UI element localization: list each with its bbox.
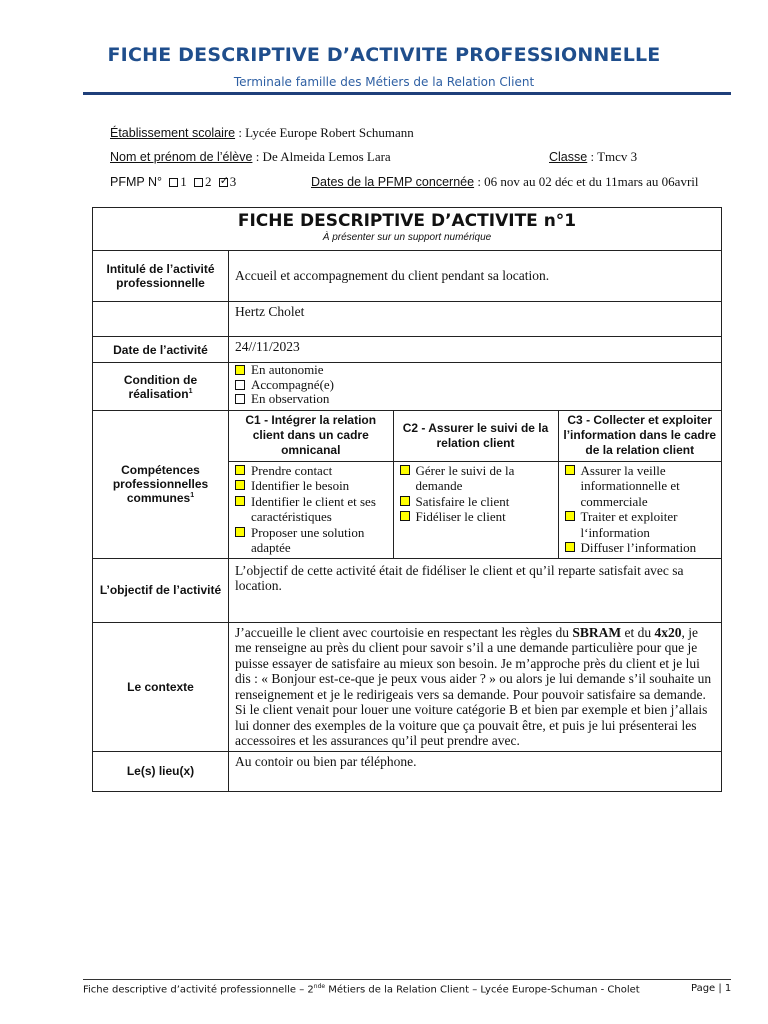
pfmp-label: PFMP N° bbox=[110, 175, 162, 189]
checkbox-icon[interactable] bbox=[235, 527, 245, 537]
checkbox-icon[interactable] bbox=[565, 511, 575, 521]
fiche-table bbox=[92, 207, 722, 792]
dates-line bbox=[311, 174, 699, 190]
pfmp-3-checkbox[interactable] bbox=[219, 178, 228, 187]
contexte-label: Le contexte bbox=[93, 622, 229, 751]
competence-item[interactable]: Traiter et exploiter l‘information bbox=[565, 509, 718, 540]
fiche-title-cell bbox=[93, 208, 722, 251]
competence-item[interactable]: Proposer une solution adaptée bbox=[235, 525, 389, 556]
etablissement-value: : Lycée Europe Robert Schumann bbox=[235, 125, 414, 140]
footer-text: Fiche descriptive d’activité professionnelle – 2nde Métiers de la Relation Client – Lycée Europe-Schuman - Cholet bbox=[83, 983, 640, 996]
fiche-title: FICHE DESCRIPTIVE D’ACTIVITE n°1 bbox=[237, 211, 577, 231]
date-label: Date de l’activité bbox=[93, 337, 229, 363]
pfmp-2-checkbox[interactable] bbox=[194, 178, 203, 187]
competence-c1-items bbox=[229, 461, 393, 558]
competence-item[interactable]: Fidéliser le client bbox=[400, 509, 554, 525]
nom-value: : De Almeida Lemos Lara bbox=[252, 149, 391, 164]
checkbox-icon[interactable] bbox=[235, 380, 245, 390]
intitule-value[interactable]: Accueil et accompagnement du client pendant sa location. bbox=[229, 251, 722, 302]
entreprise-label bbox=[93, 302, 229, 337]
competences-table bbox=[229, 411, 721, 558]
condition-footnote: 1 bbox=[188, 387, 193, 395]
competence-item[interactable]: Identifier le client et ses caractéristiques bbox=[235, 494, 389, 525]
competences-cell bbox=[229, 411, 722, 559]
objectif-label: L’objectif de l’activité bbox=[93, 558, 229, 622]
pfmp-line bbox=[110, 174, 236, 190]
competences-label-text: Compétences professionnelles communes bbox=[112, 463, 209, 506]
objectif-value[interactable]: L’objectif de cette activité était de fidéliser le client et qu’il reparte satisfait avec sa location. bbox=[229, 558, 722, 622]
competence-item[interactable]: Gérer le suivi de la demande bbox=[400, 463, 554, 494]
classe-value: : Tmcv 3 bbox=[587, 149, 638, 164]
competence-item[interactable]: Identifier le besoin bbox=[235, 478, 389, 494]
checkbox-icon[interactable] bbox=[400, 511, 410, 521]
nom-label: Nom et prénom de l’élève bbox=[110, 150, 253, 164]
checkbox-icon[interactable] bbox=[400, 465, 410, 475]
competence-c2-title: C2 - Assurer le suivi de la relation client bbox=[393, 411, 558, 461]
dates-value: : 06 nov au 02 déc et du 11mars au 06avril bbox=[474, 174, 699, 189]
competence-c1-title: C1 - Intégrer la relation client dans un cadre omnicanal bbox=[229, 411, 393, 461]
competence-item[interactable]: Diffuser l’information bbox=[565, 540, 718, 556]
competences-footnote: 1 bbox=[190, 492, 195, 500]
checkbox-icon[interactable] bbox=[565, 542, 575, 552]
condition-option[interactable]: Accompagné(e) bbox=[235, 378, 715, 393]
document-subtitle: Terminale famille des Métiers de la Relation Client bbox=[233, 75, 535, 89]
classe-line bbox=[549, 149, 637, 165]
pfmp-2-label: 2 bbox=[205, 174, 212, 189]
entreprise-value[interactable]: Hertz Cholet bbox=[229, 302, 722, 337]
competence-item[interactable]: Satisfaire le client bbox=[400, 494, 554, 510]
checkbox-icon[interactable] bbox=[235, 480, 245, 490]
checkbox-icon[interactable] bbox=[235, 365, 245, 375]
contexte-value[interactable]: J’accueille le client avec courtoisie en respectant les règles du SBRAM et du 4x20, je me renseigne au près du client pour savoir s’il a une demande particulière pour que je puisse essayer de satisfaire au mieux son besoin. Je m’approche près du client et je lui dis : « Bonjour est-ce-que je peux vous aider ? » ou alors je lui demande s’il souhaite un renseignement et je le redirigeais vers sa demande. Pour pouvoir satisfaire sa demande. Si le client venait pour louer une voiture catégorie B et bien par exemple et bien j’allais lui donner des exemples de la voiture que ça pouvait être, et puis je lui présenterai les accessoires et les assurances qu’il peut prendre avec. bbox=[229, 622, 722, 751]
competences-label bbox=[93, 411, 229, 559]
page-number: Page | 1 bbox=[691, 983, 732, 994]
pfmp-1-checkbox[interactable] bbox=[169, 178, 178, 187]
dates-label: Dates de la PFMP concernée bbox=[311, 175, 475, 189]
condition-label-text: Condition de réalisation bbox=[123, 372, 198, 401]
footer-divider bbox=[83, 979, 731, 980]
etablissement-line bbox=[110, 125, 414, 141]
sbram-term: SBRAM bbox=[572, 624, 622, 640]
document-title: FICHE DESCRIPTIVE D’ACTIVITE PROFESSIONNELLE bbox=[107, 44, 661, 66]
competence-c2-items bbox=[393, 461, 558, 558]
lieux-label: Le(s) lieu(x) bbox=[93, 751, 229, 791]
intitule-label: Intitulé de l’activité professionnelle bbox=[93, 251, 229, 302]
checkbox-icon[interactable] bbox=[235, 465, 245, 475]
nom-line bbox=[110, 149, 391, 165]
competence-c3-title: C3 - Collecter et exploiter l’information dans le cadre de la relation client bbox=[558, 411, 721, 461]
competence-item[interactable]: Assurer la veille informationnelle et commerciale bbox=[565, 463, 718, 510]
date-value[interactable]: 24//11/2023 bbox=[229, 337, 722, 363]
etablissement-label: Établissement scolaire bbox=[110, 126, 236, 140]
competence-c3-items bbox=[558, 461, 721, 558]
fiche-subtitle: À présenter sur un support numérique bbox=[322, 232, 492, 243]
lieux-value[interactable]: Au contoir ou bien par téléphone. bbox=[229, 751, 722, 791]
4x20-term: 4x20 bbox=[654, 624, 682, 640]
condition-option[interactable]: En observation bbox=[235, 392, 715, 407]
condition-options bbox=[229, 363, 722, 411]
checkbox-icon[interactable] bbox=[565, 465, 575, 475]
checkbox-icon[interactable] bbox=[235, 496, 245, 506]
condition-label bbox=[93, 363, 229, 411]
competence-item[interactable]: Prendre contact bbox=[235, 463, 389, 479]
classe-label: Classe bbox=[549, 150, 588, 164]
checkbox-icon[interactable] bbox=[235, 394, 245, 404]
pfmp-1-label: 1 bbox=[180, 174, 187, 189]
header-divider bbox=[83, 92, 731, 95]
pfmp-3-label: 3 bbox=[229, 174, 237, 189]
condition-option[interactable]: En autonomie bbox=[235, 363, 715, 378]
checkbox-icon[interactable] bbox=[400, 496, 410, 506]
